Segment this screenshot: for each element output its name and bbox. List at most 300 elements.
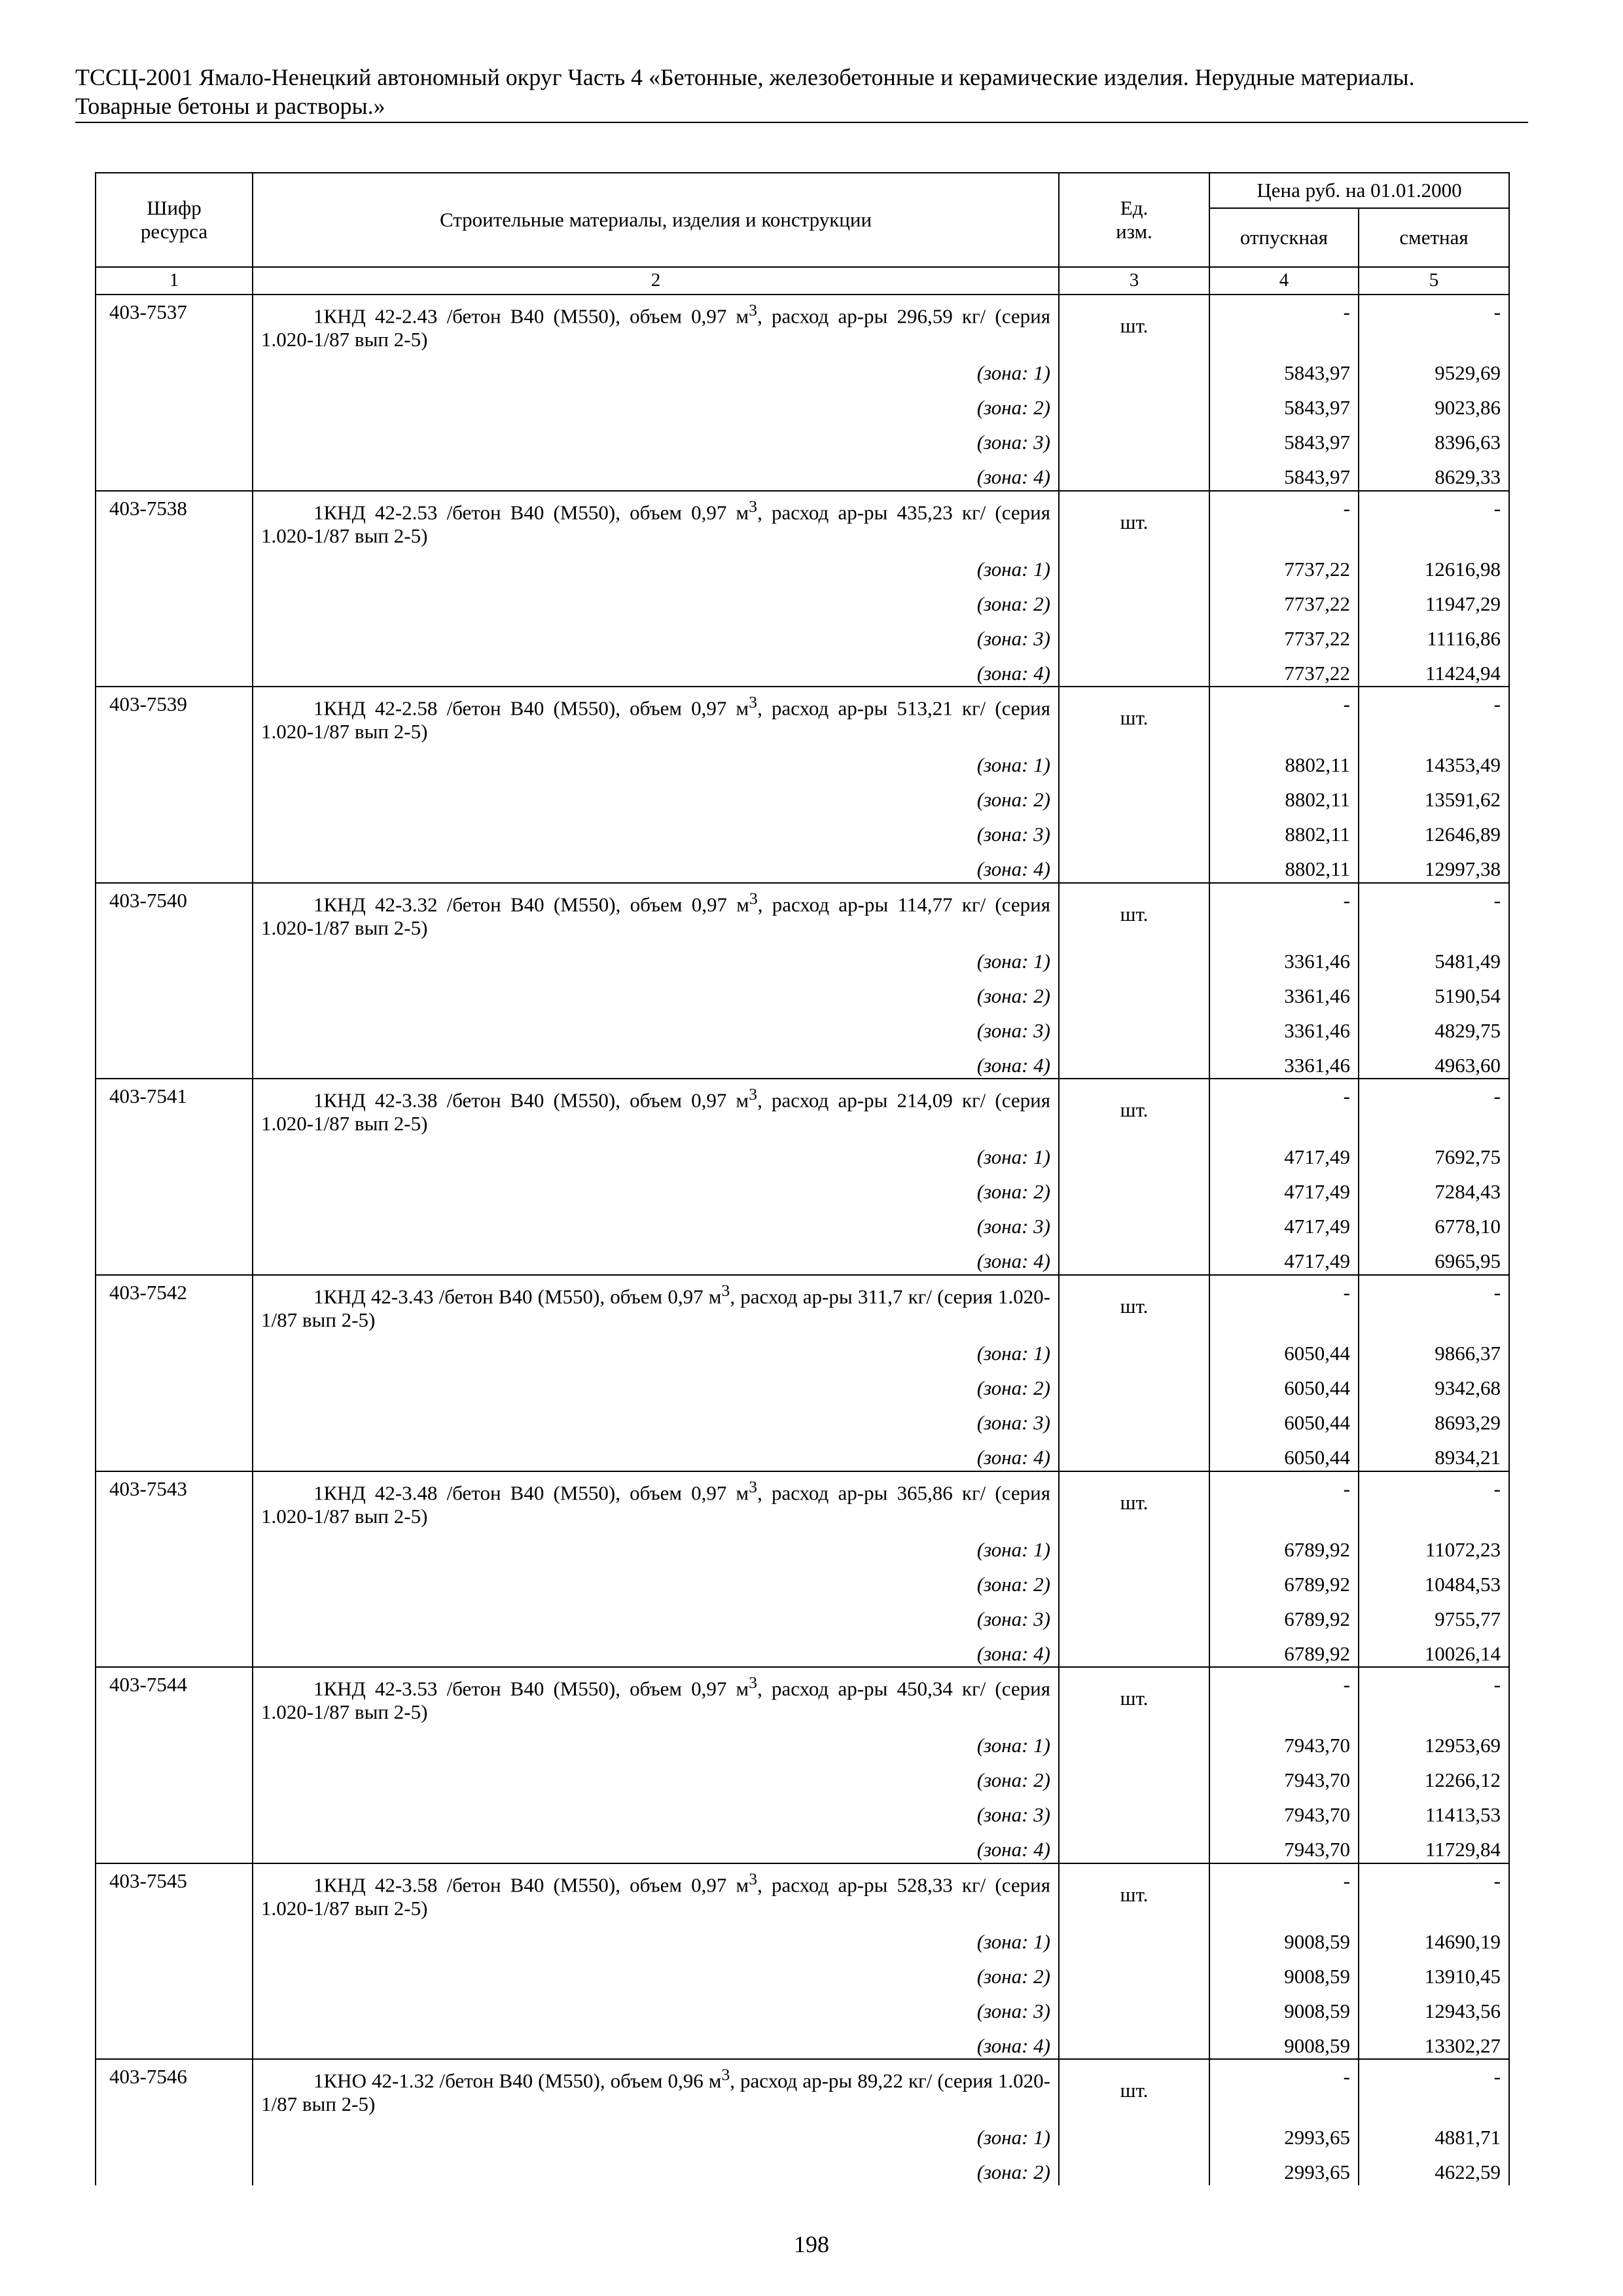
zone-unit-cell (1059, 1989, 1209, 2024)
resource-unit: шт. (1059, 883, 1209, 940)
zone-unit-cell (1059, 1436, 1209, 1471)
price-release: - (1209, 1471, 1359, 1528)
resource-name (253, 295, 1059, 351)
zone-code-cell (96, 1043, 253, 1079)
zone-code-cell (96, 1401, 253, 1436)
zone-price-estimate: 6778,10 (1359, 1205, 1509, 1240)
zone-unit-cell (1059, 1597, 1209, 1632)
zone-unit-cell (1059, 617, 1209, 651)
zone-price-release: 4717,49 (1209, 1240, 1359, 1275)
zone-price-estimate: 12646,89 (1359, 813, 1509, 848)
zone-unit-cell (1059, 1632, 1209, 1667)
zone-row (96, 1989, 1509, 2024)
zone-label: (зона: 4) (253, 651, 1059, 687)
zone-label: (зона: 3) (253, 1793, 1059, 1828)
zone-row (96, 2151, 1509, 2185)
zone-price-estimate: 10026,14 (1359, 1632, 1509, 1667)
resource-name (253, 1863, 1059, 1920)
zone-price-release: 8802,11 (1209, 813, 1359, 848)
zone-code-cell (96, 1724, 253, 1759)
zone-code-cell (96, 1436, 253, 1471)
resource-name-tail: , расход ар-ры 114,77 кг/ (серия 1.020-1/87 вып 2-5) (261, 893, 1050, 939)
zone-price-release: 7737,22 (1209, 651, 1359, 687)
zone-price-estimate: 8693,29 (1359, 1401, 1509, 1436)
resource-name-superscript: 3 (749, 692, 758, 712)
zone-row (96, 974, 1509, 1009)
zone-price-release: 7737,22 (1209, 547, 1359, 582)
zone-row (96, 1920, 1509, 1954)
table-body (96, 295, 1509, 2185)
resource-code: 403-7544 (96, 1667, 253, 1724)
zone-label: (зона: 2) (253, 1170, 1059, 1205)
zone-code-cell (96, 386, 253, 421)
zone-price-estimate: 14690,19 (1359, 1920, 1509, 1954)
zone-code-cell (96, 778, 253, 813)
zone-price-release: 7737,22 (1209, 582, 1359, 617)
zone-code-cell (96, 351, 253, 386)
resource-unit: шт. (1059, 1667, 1209, 1724)
price-estimate: - (1359, 2059, 1509, 2116)
zone-price-release: 3361,46 (1209, 974, 1359, 1009)
price-estimate: - (1359, 687, 1509, 744)
price-release: - (1209, 1667, 1359, 1724)
zone-label: (зона: 2) (253, 974, 1059, 1009)
price-estimate: - (1359, 1275, 1509, 1332)
resource-unit: шт. (1059, 491, 1209, 548)
zone-label: (зона: 1) (253, 1332, 1059, 1367)
resource-name-tail: , расход ар-ры 214,09 кг/ (серия 1.020-1/87 вып 2-5) (261, 1088, 1050, 1136)
resource-name-superscript: 3 (749, 496, 758, 516)
zone-row (96, 1793, 1509, 1828)
zone-code-cell (96, 1920, 253, 1954)
zone-unit-cell (1059, 1759, 1209, 1793)
zone-unit-cell (1059, 939, 1209, 974)
resource-unit: шт. (1059, 687, 1209, 744)
zone-price-release: 5843,97 (1209, 456, 1359, 491)
zone-label: (зона: 2) (253, 582, 1059, 617)
price-release: - (1209, 491, 1359, 548)
zone-price-release: 8802,11 (1209, 744, 1359, 778)
resource-name (253, 1079, 1059, 1136)
zone-code-cell (96, 1136, 253, 1170)
zone-price-estimate: 4829,75 (1359, 1009, 1509, 1043)
zone-price-estimate: 8396,63 (1359, 421, 1509, 456)
zone-price-release: 7943,70 (1209, 1828, 1359, 1863)
resource-row (96, 295, 1509, 351)
zone-label: (зона: 1) (253, 1724, 1059, 1759)
zone-row (96, 1401, 1509, 1436)
zone-row (96, 848, 1509, 883)
zone-row (96, 1367, 1509, 1401)
zone-row (96, 351, 1509, 386)
zone-price-release: 9008,59 (1209, 2024, 1359, 2059)
zone-price-estimate: 11947,29 (1359, 582, 1509, 617)
col-number-4: 4 (1209, 267, 1359, 295)
zone-label: (зона: 4) (253, 1632, 1059, 1667)
zone-unit-cell (1059, 2116, 1209, 2151)
zone-label: (зона: 3) (253, 617, 1059, 651)
zone-row (96, 1759, 1509, 1793)
price-release: - (1209, 1275, 1359, 1332)
zone-code-cell (96, 1597, 253, 1632)
zone-price-release: 2993,65 (1209, 2151, 1359, 2185)
zone-label: (зона: 4) (253, 2024, 1059, 2059)
zone-row (96, 386, 1509, 421)
zone-price-estimate: 4963,60 (1359, 1043, 1509, 1079)
zone-label: (зона: 3) (253, 1401, 1059, 1436)
zone-code-cell (96, 744, 253, 778)
resource-name-main: 1КНД 42-3.58 /бетон В40 (М550), объем 0,97 м (313, 1873, 749, 1897)
zone-unit-cell (1059, 1332, 1209, 1367)
table-header (96, 173, 1509, 295)
zone-price-release: 7943,70 (1209, 1724, 1359, 1759)
zone-code-cell (96, 456, 253, 491)
zone-price-estimate: 8629,33 (1359, 456, 1509, 491)
header-line-2: Товарные бетоны и растворы.» (75, 93, 385, 119)
zone-code-cell (96, 1954, 253, 1989)
col-header-price-group: Цена руб. на 01.01.2000 (1209, 173, 1509, 208)
zone-code-cell (96, 1009, 253, 1043)
resource-code: 403-7540 (96, 883, 253, 940)
zone-row (96, 1136, 1509, 1170)
col-number-3: 3 (1059, 267, 1209, 295)
zone-label: (зона: 1) (253, 939, 1059, 974)
col-number-2: 2 (253, 267, 1059, 295)
resource-row (96, 883, 1509, 940)
zone-code-cell (96, 1205, 253, 1240)
zone-price-release: 6050,44 (1209, 1401, 1359, 1436)
zone-label: (зона: 3) (253, 1205, 1059, 1240)
zone-row (96, 1240, 1509, 1275)
zone-price-release: 6789,92 (1209, 1528, 1359, 1562)
zone-code-cell (96, 1793, 253, 1828)
zone-unit-cell (1059, 1724, 1209, 1759)
resource-row (96, 1471, 1509, 1528)
zone-price-estimate: 6965,95 (1359, 1240, 1509, 1275)
zone-price-estimate: 4622,59 (1359, 2151, 1509, 2185)
col-header-code: Шифр ресурса (96, 173, 253, 267)
zone-row (96, 1528, 1509, 1562)
zone-price-estimate: 12953,69 (1359, 1724, 1509, 1759)
zone-price-release: 6789,92 (1209, 1632, 1359, 1667)
zone-row (96, 939, 1509, 974)
zone-unit-cell (1059, 1562, 1209, 1597)
zone-row (96, 744, 1509, 778)
zone-price-estimate: 13910,45 (1359, 1954, 1509, 1989)
price-release: - (1209, 2059, 1359, 2116)
zone-code-cell (96, 1989, 253, 2024)
zone-price-estimate: 11729,84 (1359, 1828, 1509, 1863)
resource-code: 403-7538 (96, 491, 253, 548)
zone-row (96, 547, 1509, 582)
resource-code: 403-7542 (96, 1275, 253, 1332)
zone-label: (зона: 4) (253, 1043, 1059, 1079)
resource-name-tail: , расход ар-ры 365,86 кг/ (серия 1.020-1/87 вып 2-5) (261, 1480, 1050, 1528)
zone-price-release: 8802,11 (1209, 848, 1359, 883)
resource-row (96, 1275, 1509, 1332)
zone-price-release: 4717,49 (1209, 1205, 1359, 1240)
zone-code-cell (96, 848, 253, 883)
resource-name (253, 1275, 1059, 1332)
zone-row (96, 456, 1509, 491)
zone-label: (зона: 1) (253, 351, 1059, 386)
resource-unit: шт. (1059, 1471, 1209, 1528)
zone-price-estimate: 9342,68 (1359, 1367, 1509, 1401)
resource-row (96, 2059, 1509, 2116)
resource-name-superscript: 3 (749, 1869, 758, 1888)
price-estimate: - (1359, 1471, 1509, 1528)
zone-unit-cell (1059, 2151, 1209, 2185)
zone-price-release: 7943,70 (1209, 1793, 1359, 1828)
zone-price-release: 9008,59 (1209, 1989, 1359, 2024)
header-line-1: ТССЦ-2001 Ямало-Ненецкий автономный округ Часть 4 «Бетонные, железобетонные и керамические изделия. Нерудные материалы. (75, 64, 1415, 90)
zone-price-estimate: 7692,75 (1359, 1136, 1509, 1170)
price-estimate: - (1359, 883, 1509, 940)
zone-unit-cell (1059, 582, 1209, 617)
resource-code: 403-7543 (96, 1471, 253, 1528)
resource-row (96, 1667, 1509, 1724)
price-estimate: - (1359, 1863, 1509, 1920)
zone-price-release: 3361,46 (1209, 939, 1359, 974)
col-header-name: Строительные материалы, изделия и конструкции (253, 173, 1059, 267)
price-release: - (1209, 883, 1359, 940)
zone-code-cell (96, 1170, 253, 1205)
price-estimate: - (1359, 1079, 1509, 1136)
zone-price-release: 5843,97 (1209, 386, 1359, 421)
zone-row (96, 617, 1509, 651)
zone-price-estimate: 11072,23 (1359, 1528, 1509, 1562)
zone-row (96, 1170, 1509, 1205)
zone-row (96, 1205, 1509, 1240)
zone-unit-cell (1059, 1240, 1209, 1275)
zone-price-release: 7943,70 (1209, 1759, 1359, 1793)
resource-name (253, 883, 1059, 940)
zone-code-cell (96, 2024, 253, 2059)
zone-price-estimate: 12266,12 (1359, 1759, 1509, 1793)
price-estimate: - (1359, 1667, 1509, 1724)
zone-price-release: 5843,97 (1209, 421, 1359, 456)
resource-name-tail: , расход ар-ры 311,7 кг/ (серия 1.020-1/87 вып 2-5) (261, 1285, 1050, 1332)
zone-label: (зона: 3) (253, 1989, 1059, 2024)
resource-row (96, 1863, 1509, 1920)
zone-row (96, 1562, 1509, 1597)
resource-name-main: 1КНД 42-3.53 /бетон В40 (М550), объем 0,97 м (313, 1677, 749, 1700)
zone-code-cell (96, 1240, 253, 1275)
zone-label: (зона: 2) (253, 778, 1059, 813)
zone-label: (зона: 1) (253, 1136, 1059, 1170)
zone-price-estimate: 11116,86 (1359, 617, 1509, 651)
zone-label: (зона: 4) (253, 1828, 1059, 1863)
resource-row (96, 687, 1509, 744)
resource-name-superscript: 3 (749, 1477, 758, 1496)
zone-label: (зона: 1) (253, 1528, 1059, 1562)
resource-code: 403-7539 (96, 687, 253, 744)
resource-unit: шт. (1059, 1863, 1209, 1920)
zone-price-estimate: 14353,49 (1359, 744, 1509, 778)
zone-unit-cell (1059, 1043, 1209, 1079)
zone-price-release: 4717,49 (1209, 1170, 1359, 1205)
zone-price-release: 9008,59 (1209, 1954, 1359, 1989)
resource-name-main: 1КНД 42-2.43 /бетон В40 (М550), объем 0,97 м (313, 304, 749, 328)
resource-name-tail: , расход ар-ры 89,22 кг/ (серия 1.020-1/87 вып 2-5) (261, 2069, 1050, 2116)
zone-label: (зона: 1) (253, 744, 1059, 778)
zone-label: (зона: 4) (253, 1240, 1059, 1275)
resource-name-main: 1КНД 42-2.53 /бетон В40 (М550), объем 0,97 м (313, 500, 749, 524)
col-header-unit: Ед. изм. (1059, 173, 1209, 267)
zone-price-estimate: 11424,94 (1359, 651, 1509, 687)
resource-row (96, 1079, 1509, 1136)
zone-price-estimate: 9866,37 (1359, 1332, 1509, 1367)
resource-name-tail: , расход ар-ры 528,33 кг/ (серия 1.020-1/87 вып 2-5) (261, 1873, 1050, 1920)
zone-row (96, 1828, 1509, 1863)
resource-name-tail: , расход ар-ры 296,59 кг/ (серия 1.020-1/87 вып 2-5) (261, 304, 1050, 351)
zone-price-release: 6789,92 (1209, 1597, 1359, 1632)
zone-unit-cell (1059, 1401, 1209, 1436)
col-number-1: 1 (96, 267, 253, 295)
zone-unit-cell (1059, 778, 1209, 813)
resource-name (253, 491, 1059, 548)
resource-name-main: 1КНД 42-3.43 /бетон В40 (М550), объем 0,97 м (313, 1285, 722, 1308)
page-number: 198 (794, 2231, 829, 2257)
price-table (95, 172, 1510, 2185)
resource-name-superscript: 3 (749, 300, 758, 319)
zone-row (96, 2116, 1509, 2151)
zone-row (96, 1632, 1509, 1667)
zone-label: (зона: 4) (253, 1436, 1059, 1471)
zone-price-estimate: 9755,77 (1359, 1597, 1509, 1632)
resource-name-main: 1КНО 42-1.32 /бетон В40 (М550), объем 0,96 м (313, 2069, 722, 2092)
price-estimate: - (1359, 491, 1509, 548)
zone-code-cell (96, 1528, 253, 1562)
resource-code: 403-7545 (96, 1863, 253, 1920)
zone-price-estimate: 8934,21 (1359, 1436, 1509, 1471)
zone-label: (зона: 2) (253, 386, 1059, 421)
zone-code-cell (96, 813, 253, 848)
zone-price-release: 8802,11 (1209, 778, 1359, 813)
zone-price-release: 4717,49 (1209, 1136, 1359, 1170)
zone-row (96, 778, 1509, 813)
price-release: - (1209, 295, 1359, 351)
resource-code: 403-7541 (96, 1079, 253, 1136)
zone-code-cell (96, 1367, 253, 1401)
zone-unit-cell (1059, 1828, 1209, 1863)
zone-code-cell (96, 421, 253, 456)
resource-name (253, 1471, 1059, 1528)
resource-name-superscript: 3 (749, 888, 758, 908)
resource-name-main: 1КНД 42-3.38 /бетон В40 (М550), объем 0,97 м (313, 1088, 749, 1112)
zone-price-estimate: 5190,54 (1359, 974, 1509, 1009)
resource-name-superscript: 3 (749, 1673, 758, 1693)
zone-label: (зона: 2) (253, 1954, 1059, 1989)
zone-label: (зона: 4) (253, 848, 1059, 883)
zone-row (96, 1597, 1509, 1632)
col-header-estimate: сметная (1359, 208, 1509, 267)
col-number-5: 5 (1359, 267, 1509, 295)
zone-price-release: 5843,97 (1209, 351, 1359, 386)
zone-code-cell (96, 1759, 253, 1793)
zone-code-cell (96, 617, 253, 651)
resource-name-tail: , расход ар-ры 513,21 кг/ (серия 1.020-1/87 вып 2-5) (261, 696, 1050, 744)
zone-label: (зона: 3) (253, 1009, 1059, 1043)
zone-unit-cell (1059, 651, 1209, 687)
price-release: - (1209, 1863, 1359, 1920)
zone-unit-cell (1059, 1367, 1209, 1401)
zone-price-estimate: 11413,53 (1359, 1793, 1509, 1828)
zone-code-cell (96, 651, 253, 687)
resource-name (253, 1667, 1059, 1724)
resource-name-superscript: 3 (721, 1281, 730, 1300)
resource-code: 403-7546 (96, 2059, 253, 2116)
zone-label: (зона: 2) (253, 1562, 1059, 1597)
zone-unit-cell (1059, 1170, 1209, 1205)
zone-price-estimate: 7284,43 (1359, 1170, 1509, 1205)
zone-label: (зона: 3) (253, 1597, 1059, 1632)
zone-unit-cell (1059, 421, 1209, 456)
resource-name-superscript: 3 (721, 2065, 730, 2085)
zone-row (96, 582, 1509, 617)
zone-row (96, 2024, 1509, 2059)
zone-unit-cell (1059, 1954, 1209, 1989)
zone-unit-cell (1059, 744, 1209, 778)
zone-price-release: 6050,44 (1209, 1367, 1359, 1401)
resource-name-superscript: 3 (749, 1085, 758, 1104)
zone-price-release: 6050,44 (1209, 1436, 1359, 1471)
zone-unit-cell (1059, 848, 1209, 883)
resource-unit: шт. (1059, 295, 1209, 351)
zone-price-release: 3361,46 (1209, 1009, 1359, 1043)
zone-label: (зона: 1) (253, 2116, 1059, 2151)
zone-unit-cell (1059, 2024, 1209, 2059)
zone-price-release: 3361,46 (1209, 1043, 1359, 1079)
zone-code-cell (96, 1562, 253, 1597)
zone-unit-cell (1059, 1528, 1209, 1562)
resource-name-tail: , расход ар-ры 435,23 кг/ (серия 1.020-1/87 вып 2-5) (261, 500, 1050, 547)
zone-code-cell (96, 974, 253, 1009)
resource-name-main: 1КНД 42-3.48 /бетон В40 (М550), объем 0,97 м (313, 1480, 749, 1504)
zone-price-release: 9008,59 (1209, 1920, 1359, 1954)
zone-unit-cell (1059, 813, 1209, 848)
document-header (75, 63, 1528, 123)
zone-row (96, 813, 1509, 848)
zone-price-estimate: 12997,38 (1359, 848, 1509, 883)
zone-label: (зона: 4) (253, 456, 1059, 491)
zone-row (96, 1436, 1509, 1471)
zone-label: (зона: 3) (253, 813, 1059, 848)
zone-code-cell (96, 1632, 253, 1667)
resource-name-tail: , расход ар-ры 450,34 кг/ (серия 1.020-1/87 вып 2-5) (261, 1677, 1050, 1724)
zone-price-estimate: 12616,98 (1359, 547, 1509, 582)
resource-row (96, 491, 1509, 548)
zone-price-estimate: 5481,49 (1359, 939, 1509, 974)
zone-unit-cell (1059, 1920, 1209, 1954)
zone-code-cell (96, 582, 253, 617)
zone-price-estimate: 9529,69 (1359, 351, 1509, 386)
zone-unit-cell (1059, 1009, 1209, 1043)
zone-row (96, 1009, 1509, 1043)
zone-price-estimate: 13302,27 (1359, 2024, 1509, 2059)
zone-row (96, 1332, 1509, 1367)
zone-label: (зона: 1) (253, 547, 1059, 582)
zone-price-estimate: 12943,56 (1359, 1989, 1509, 2024)
zone-price-release: 6789,92 (1209, 1562, 1359, 1597)
zone-label: (зона: 2) (253, 2151, 1059, 2185)
zone-row (96, 1954, 1509, 1989)
zone-price-estimate: 9023,86 (1359, 386, 1509, 421)
zone-price-release: 6050,44 (1209, 1332, 1359, 1367)
zone-code-cell (96, 939, 253, 974)
zone-label: (зона: 2) (253, 1367, 1059, 1401)
resource-unit: шт. (1059, 2059, 1209, 2116)
